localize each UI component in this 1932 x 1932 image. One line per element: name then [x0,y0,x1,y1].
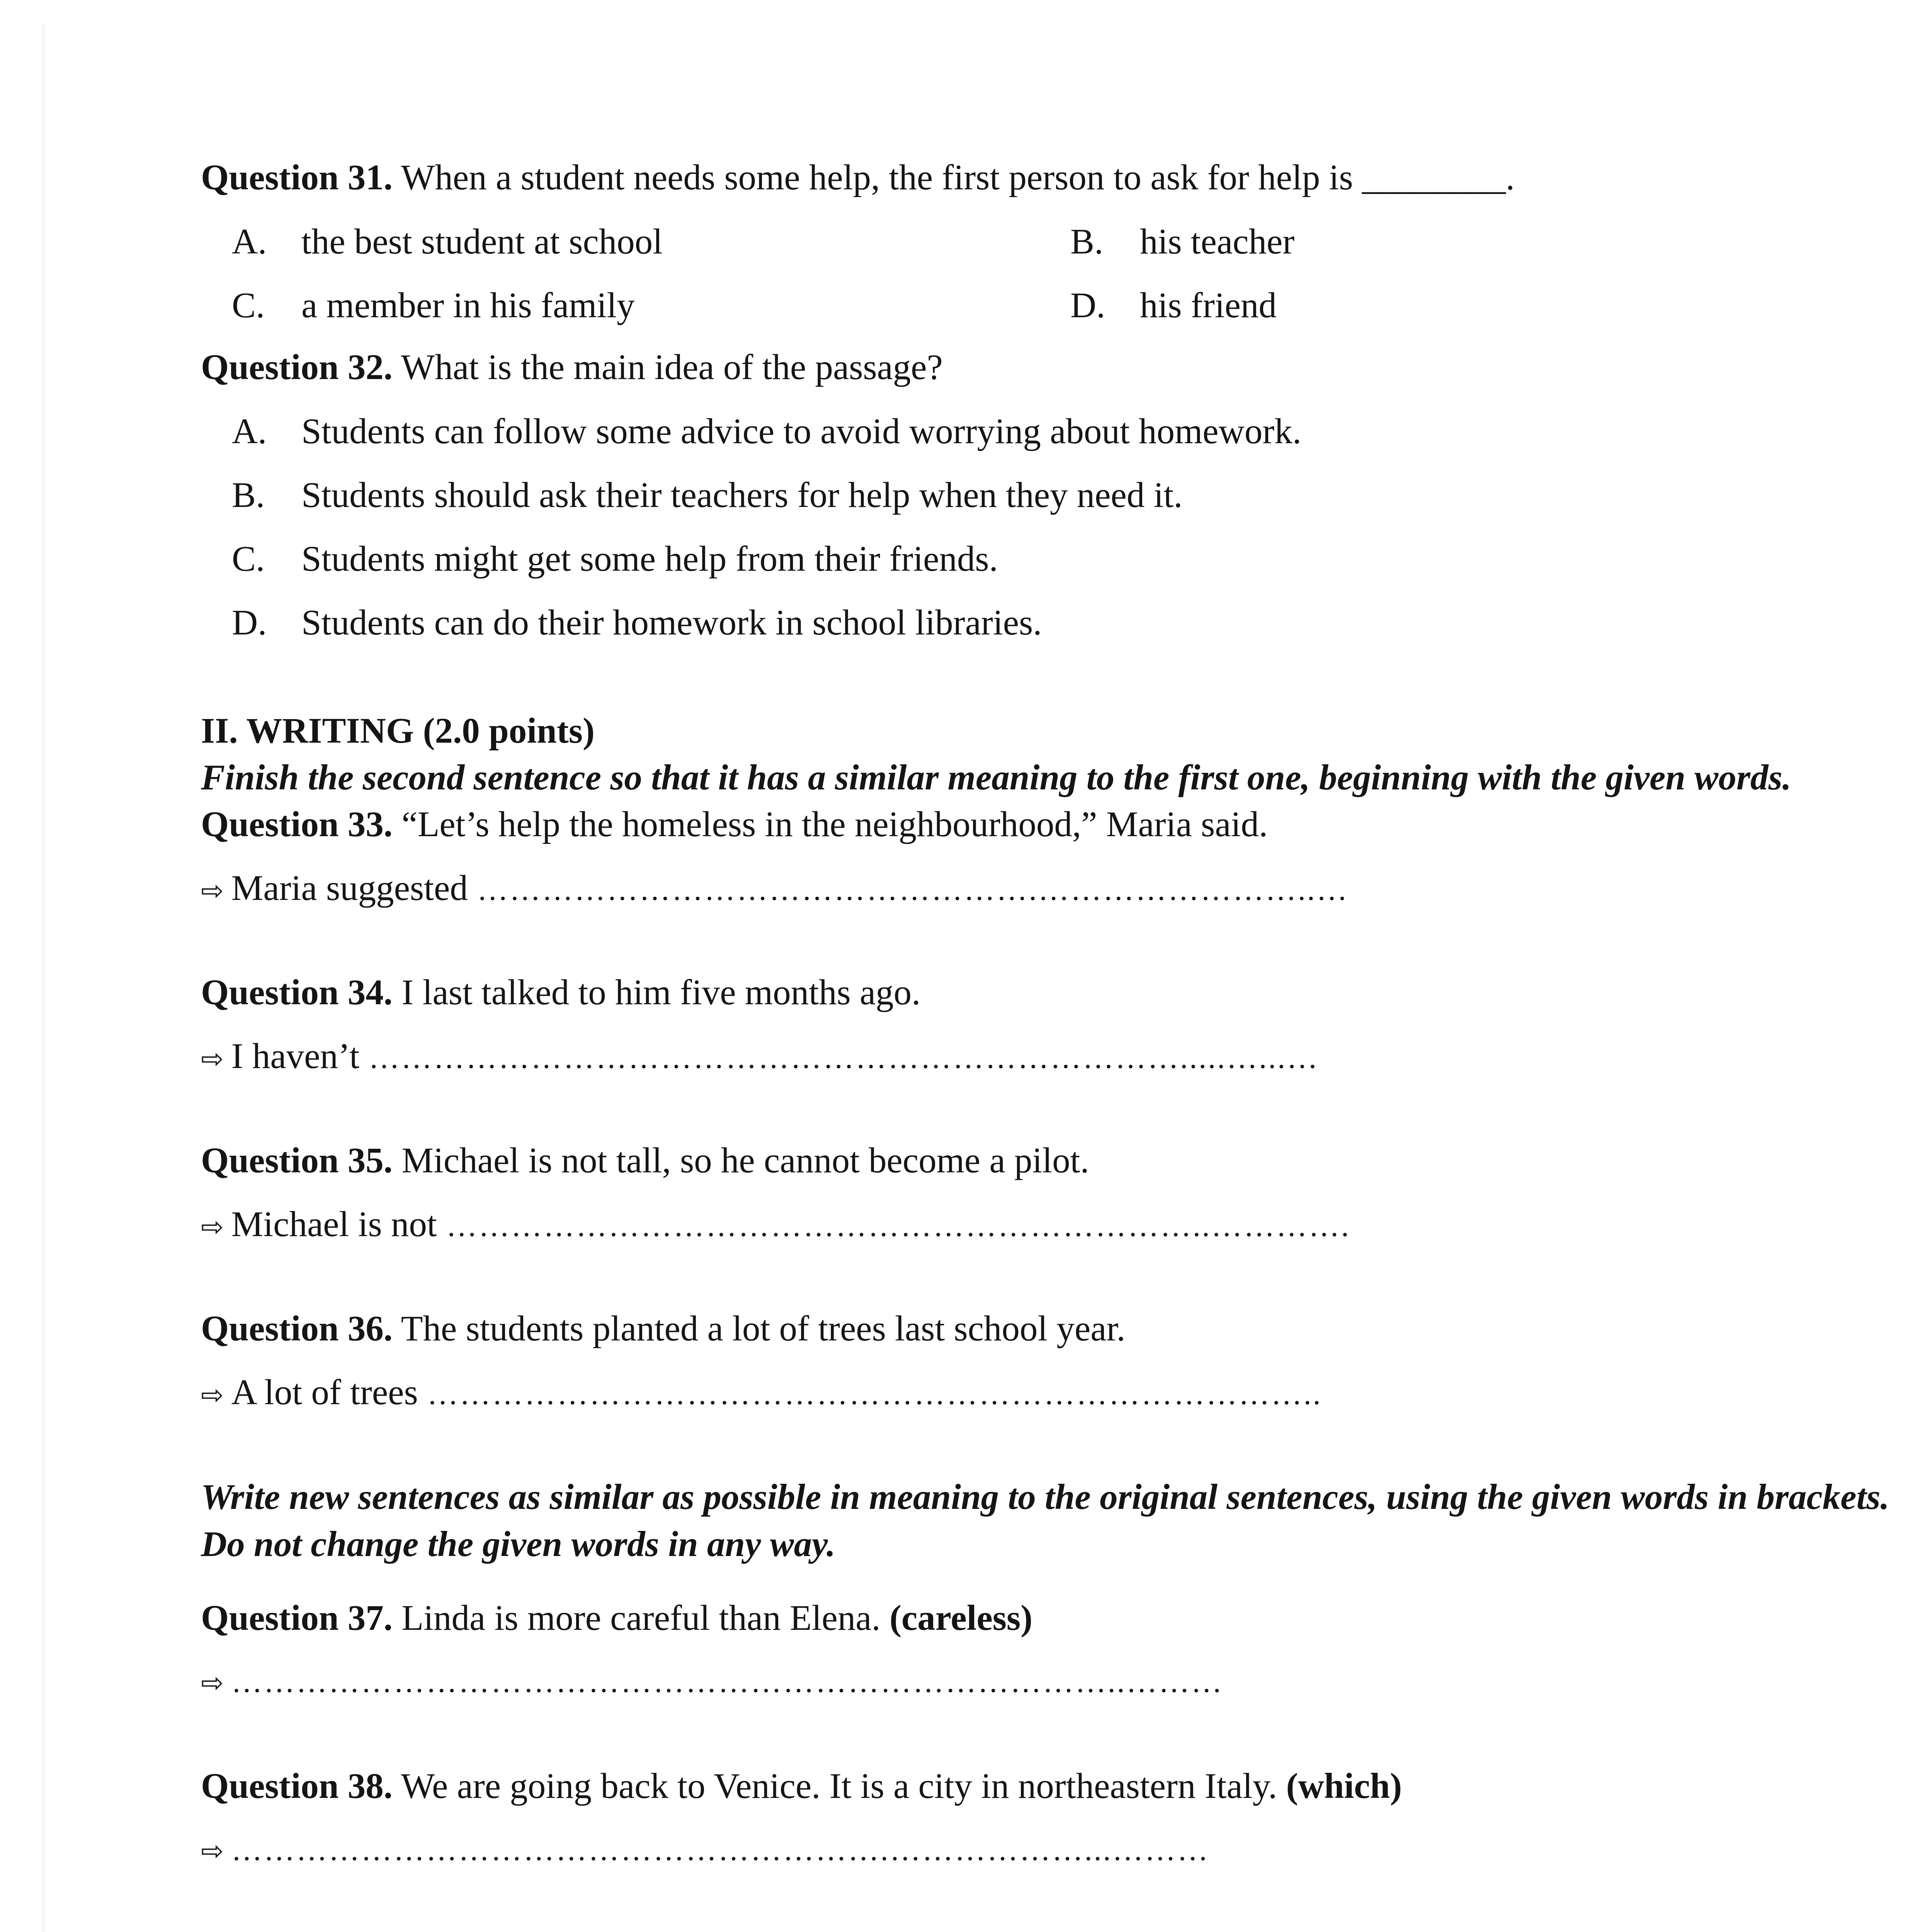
answer-line-34[interactable] [201,1033,1917,1080]
question-33 [201,801,1917,848]
option-letter: C. [232,539,265,579]
question-number: Question 31. [201,158,393,197]
option-text: Students might get some help from their friends. [301,539,998,579]
option-letter: A. [232,222,267,262]
question-36 [201,1306,1917,1352]
question-text: What is the main idea of the passage? [401,347,943,387]
option-c [232,282,1070,329]
option-d [232,600,1917,646]
question-text: The students planted a lot of trees last school year. [401,1309,1126,1349]
question-text: We are going back to Venice. It is a city in northeastern Italy. [401,1766,1277,1806]
question-hint: (careless) [889,1598,1033,1638]
answer-line-36[interactable] [201,1369,1917,1416]
option-a [232,408,1917,455]
option-letter: D. [1070,286,1105,325]
question-34 [201,969,1917,1016]
question-32 [201,344,1917,391]
option-a [232,219,1070,265]
answer-dots: …………………………………………….……………………..… [477,873,1349,907]
option-text: a member in his family [301,286,635,325]
answer-dots: ……………………………………………………………..…………. [446,1209,1350,1243]
answer-dots: …………………………………………………….………………...……… [231,1833,1210,1867]
question-number: Question 37. [201,1598,393,1638]
question-37 [201,1595,1917,1641]
instruction-finish-sentence: Finish the second sentence so that it has a similar meaning to the first one, beginning with the given words. [201,758,1791,798]
question-35 [201,1138,1917,1184]
question-31-options [232,219,1917,329]
question-hint: (which) [1286,1766,1402,1806]
question-text: Michael is not tall, so he cannot become a pilot. [401,1141,1089,1180]
question-number: Question 38. [201,1766,393,1806]
option-text: his teacher [1140,222,1295,262]
instruction-rewrite-sentences: Write new sentences as similar as possible in meaning to the original sentences, using the given words in brackets. Do not change the given words in any way. [201,1477,1889,1564]
arrow-right-icon: ⇨ [201,1211,224,1243]
exam-page-content [201,155,1917,1932]
answer-stem: I haven’t [231,1036,360,1076]
question-number: Question 32. [201,347,393,387]
question-number: Question 33. [201,804,393,844]
question-number: Question 36. [201,1309,393,1349]
option-text: Students should ask their teachers for help when they need it. [301,475,1183,515]
arrow-right-icon: ⇨ [201,1043,224,1075]
question-text: When a student needs some help, the first person to ask for help is ________. [401,158,1515,197]
answer-line-38[interactable] [201,1827,1917,1873]
option-text: Students can follow some advice to avoid worrying about homework. [301,412,1301,451]
option-letter: A. [232,412,267,451]
arrow-right-icon: ⇨ [201,875,224,906]
option-text: the best student at school [301,222,663,262]
option-b [1070,219,1909,265]
question-number: Question 34. [201,973,393,1012]
option-letter: D. [232,603,267,643]
scan-edge-left [42,23,46,1932]
question-text: “Let’s help the homeless in the neighbourhood,” Maria said. [401,804,1268,844]
answer-stem: Michael is not [231,1204,437,1244]
answer-dots: ………………………………………………………………….....…...… [369,1041,1320,1075]
answer-line-35[interactable] [201,1201,1917,1248]
question-31 [201,155,1917,201]
option-c [232,536,1917,582]
arrow-right-icon: ⇨ [201,1379,224,1411]
arrow-right-icon: ⇨ [201,1835,224,1867]
option-b [232,472,1917,519]
option-text: Students can do their homework in school libraries. [301,603,1042,643]
answer-stem: Maria suggested [231,868,468,908]
question-text: I last talked to him five months ago. [401,973,921,1012]
answer-stem: A lot of trees [231,1372,418,1412]
option-text: his friend [1140,286,1277,325]
answer-line-37[interactable] [201,1659,1917,1705]
section-title-writing: II. WRITING (2.0 points) [201,711,595,751]
answer-dots: ……………………………………………………………………….. [427,1377,1322,1411]
option-letter: B. [232,475,265,515]
question-number: Question 35. [201,1141,393,1180]
option-d [1070,282,1909,329]
answer-dots: ………………………………………………………………………..……… [231,1665,1224,1699]
question-text: Linda is more careful than Elena. [401,1598,881,1638]
option-letter: C. [232,286,265,325]
question-38 [201,1763,1917,1810]
arrow-right-icon: ⇨ [201,1667,224,1699]
answer-line-33[interactable] [201,865,1917,912]
option-letter: B. [1070,222,1104,262]
question-32-options [232,408,1917,646]
